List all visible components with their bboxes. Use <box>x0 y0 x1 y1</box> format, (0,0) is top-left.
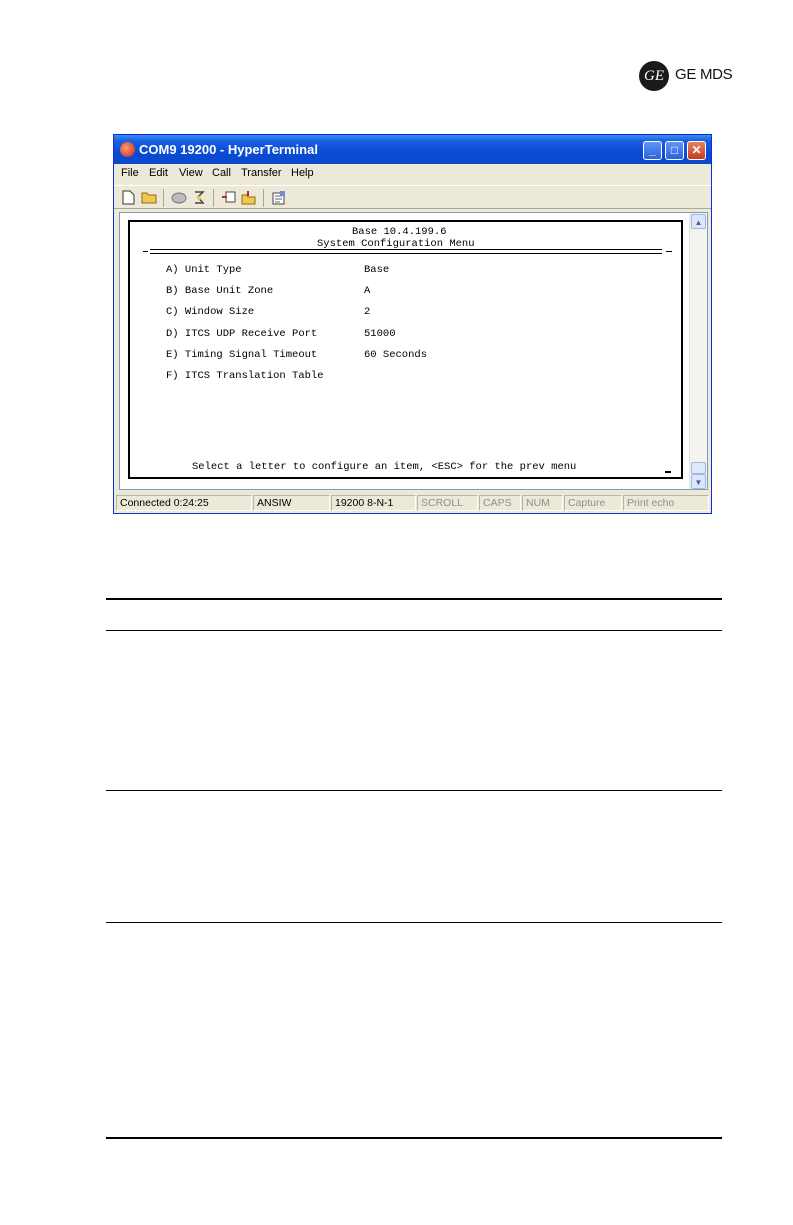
status-caps: CAPS <box>479 495 521 511</box>
page-bottom-rule <box>106 1137 722 1139</box>
toolbar-separator <box>163 189 164 207</box>
terminal-area[interactable] <box>119 212 708 490</box>
scroll-down-icon[interactable]: ▼ <box>691 474 706 489</box>
menu-item-label: A) Unit Type <box>166 264 242 276</box>
open-folder-icon[interactable] <box>141 190 156 205</box>
status-capture: Capture <box>564 495 622 511</box>
close-button[interactable]: ✕ <box>687 141 706 160</box>
terminal-header-rule <box>150 249 662 254</box>
dial-icon[interactable] <box>191 190 206 205</box>
receive-icon[interactable] <box>241 190 256 205</box>
menu-item-value: 2 <box>364 306 371 318</box>
terminal-cursor <box>665 471 671 473</box>
menu-call[interactable]: Call <box>212 167 231 179</box>
toolbar-separator <box>213 189 214 207</box>
menu-transfer[interactable]: Transfer <box>241 167 282 179</box>
title-bar[interactable] <box>114 135 711 164</box>
table-row-divider <box>106 922 722 923</box>
window-title: COM9 19200 - HyperTerminal <box>139 142 318 157</box>
status-connected: Connected 0:24:25 <box>116 495 252 511</box>
menu-item-label: E) Timing Signal Timeout <box>166 349 318 361</box>
table-top-rule <box>106 598 722 600</box>
menu-view[interactable]: View <box>179 167 203 179</box>
toolbar-separator <box>263 189 264 207</box>
status-emulation: ANSIW <box>253 495 330 511</box>
menu-item-value: 60 Seconds <box>364 349 428 361</box>
table-header-rule <box>106 630 722 631</box>
minimize-button[interactable]: _ <box>643 141 662 160</box>
vertical-scrollbar[interactable] <box>689 213 707 489</box>
status-scroll: SCROLL <box>417 495 478 511</box>
disconnect-icon[interactable] <box>171 190 186 205</box>
status-bar <box>114 493 711 513</box>
terminal-header-menu: System Configuration Menu <box>317 238 475 250</box>
status-num: NUM <box>522 495 563 511</box>
menu-item-label: D) ITCS UDP Receive Port <box>166 328 318 340</box>
terminal-screen <box>128 220 683 479</box>
table-row-divider <box>106 790 722 791</box>
menu-item-label: B) Base Unit Zone <box>166 285 274 297</box>
menu-item-value: Base <box>364 264 390 276</box>
menu-item-label: C) Window Size <box>166 306 255 318</box>
maximize-button[interactable]: □ <box>665 141 684 160</box>
scroll-up-icon[interactable]: ▲ <box>691 214 706 229</box>
ge-logo: GE <box>639 61 669 91</box>
status-settings: 19200 8-N-1 <box>331 495 416 511</box>
brand-name: GE MDS <box>675 66 733 83</box>
terminal-header-ip: Base 10.4.199.6 <box>352 226 447 238</box>
menu-help[interactable]: Help <box>291 167 314 179</box>
status-print-echo: Print echo <box>623 495 709 511</box>
menu-item-value: A <box>364 285 371 297</box>
menu-file[interactable]: File <box>121 167 139 179</box>
hyperterminal-window <box>113 134 712 514</box>
send-icon[interactable] <box>221 190 236 205</box>
menu-bar <box>114 164 711 184</box>
hyperterminal-app-icon <box>120 142 135 157</box>
terminal-prompt: Select a letter to configure an item, <ESC> for the prev menu <box>192 461 577 473</box>
scrollbar-thumb[interactable] <box>691 462 706 474</box>
menu-item-value: 51000 <box>364 328 396 340</box>
menu-item-label: F) ITCS Translation Table <box>166 370 324 382</box>
new-file-icon[interactable] <box>121 190 136 205</box>
menu-edit[interactable]: Edit <box>149 167 168 179</box>
properties-icon[interactable] <box>271 190 286 205</box>
toolbar <box>114 185 711 209</box>
